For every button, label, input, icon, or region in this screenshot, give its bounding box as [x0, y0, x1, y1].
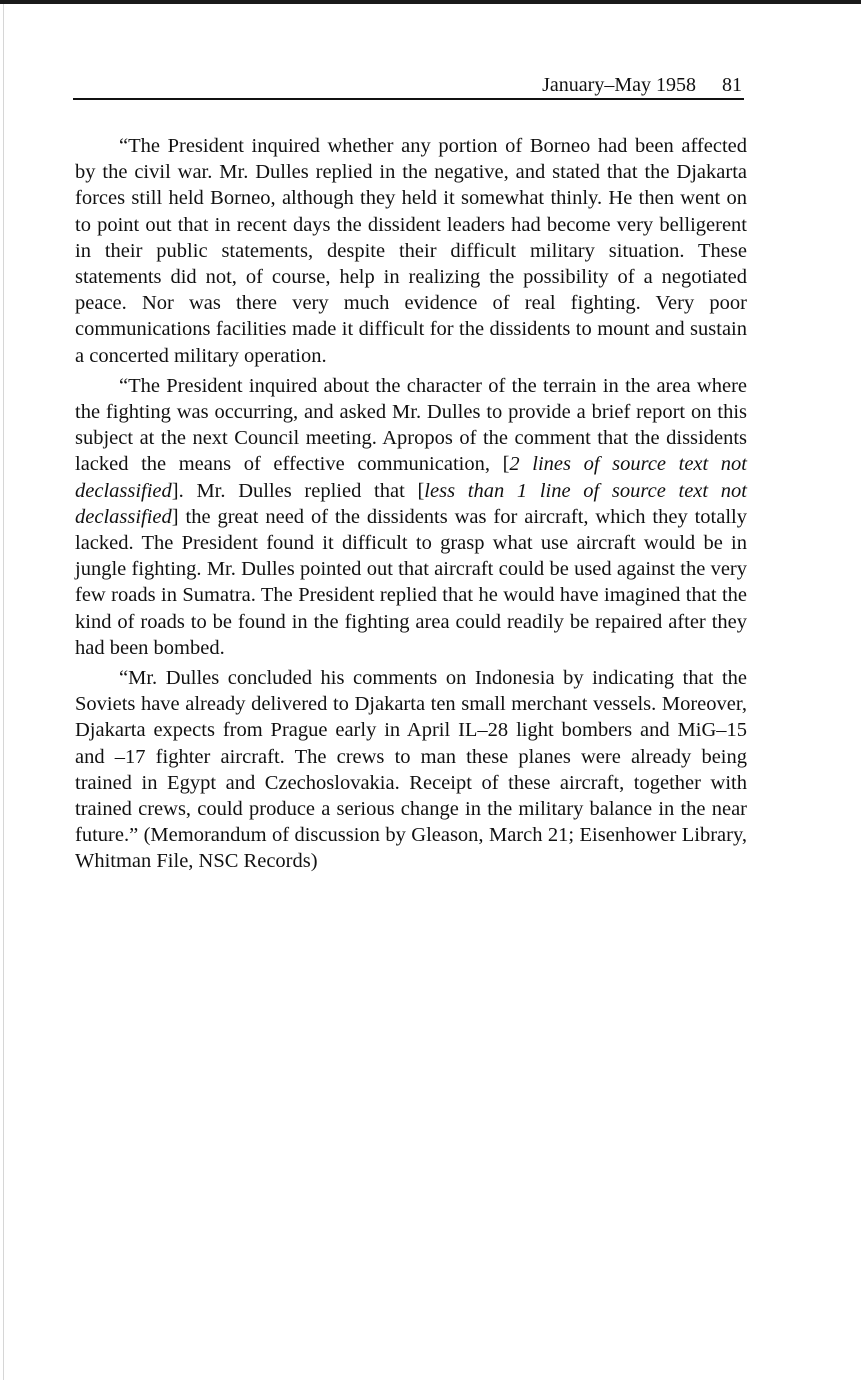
declassification-note: 2 lines of source text not declassified	[75, 453, 748, 502]
declassification-note: less than 1 line of source text not declassified	[75, 479, 747, 528]
paragraph-terrain-text-b: ]. Mr. Dulles replied that [	[171, 479, 425, 502]
scan-left-edge	[3, 4, 4, 1380]
body-text	[75, 133, 747, 879]
paragraph-terrain	[75, 373, 747, 661]
running-title: January–May 1958	[542, 74, 696, 96]
page-number: 81	[722, 74, 742, 96]
paragraph-borneo: “The President inquired whether any portion of Borneo had been affected by the civil war. Mr. Dulles replied in the negative, and stated that the Djakarta forces still held Borneo, although they held it somewhat thinly. He then went on to point out that in recent days the dissident leaders had become very belligerent in their public statements, despite their difficult military situation. These statements did not, of course, help in realizing the possibility of a negotiated peace. Nor was there very much evidence of real fighting. Very poor communications facilities made it difficult for the dissidents to mount and sustain a concerted military operation.	[75, 135, 747, 367]
paragraph-terrain-text-c: ] the great need of the dissidents was for aircraft, which they totally lacked. The President found it difficult to grasp what use aircraft would be in jungle fighting. Mr. Dulles pointed out that aircraft could be used against the very few roads in Sumatra. The President replied that he would have imagined that the kind of roads to be found in the fighting area could readily be repaired after they had been bombed.	[75, 505, 747, 659]
scan-top-edge	[0, 0, 861, 4]
header-rule	[73, 98, 744, 100]
paragraph-terrain-text-a: “The President inquired about the character of the terrain in the area where the fighting was occurring, and asked Mr. Dulles to provide a brief report on this subject at the next Council meeting. Apropos of the comment that the dissidents lacked the means of effective communication, [	[75, 374, 747, 476]
running-head	[74, 72, 742, 98]
paragraph-soviet-aid: “Mr. Dulles concluded his comments on Indonesia by indicating that the Soviets have already delivered to Djakarta ten small merchant vessels. Moreover, Djakarta expects from Prague early in April IL–28 light bombers and MiG–15 and –17 fighter aircraft. The crews to man these planes were already being trained in Egypt and Czechoslovakia. Receipt of these aircraft, together with trained crews, could produce a serious change in the military balance in the near future.” (Memorandum of discussion by Gleason, March 21; Eisenhower Library, Whitman File, NSC Records)	[75, 667, 747, 873]
